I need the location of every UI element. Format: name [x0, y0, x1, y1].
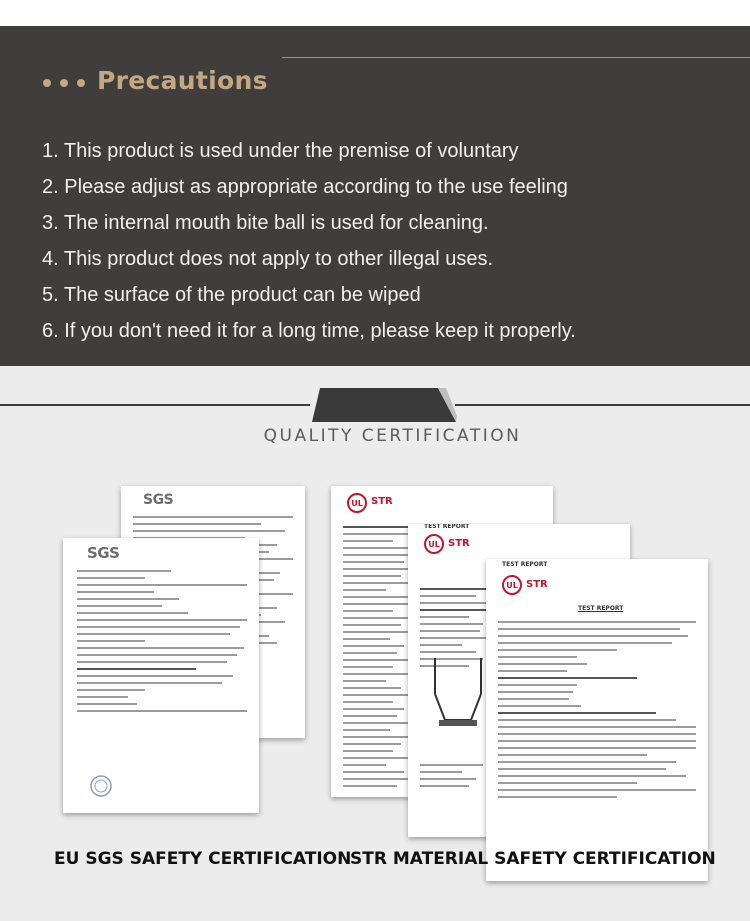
document-text-lines	[420, 764, 490, 792]
precautions-title: Precautions	[97, 66, 268, 95]
sgs-logo: SGS	[87, 544, 120, 562]
test-report-header: TEST REPORT	[424, 524, 470, 530]
document-text-lines	[77, 570, 247, 717]
sgs-seal-icon	[89, 774, 113, 798]
test-report-title: TEST REPORT	[578, 605, 624, 612]
precaution-item: 1. This product is used under the premise of voluntary	[42, 140, 519, 162]
ul-logo-icon: UL	[347, 493, 367, 513]
str-logo-text: STR	[448, 538, 470, 549]
quality-certification-title: QUALITY CERTIFICATION	[263, 426, 522, 446]
header-line-right	[455, 404, 750, 406]
str-logo-text: STR	[526, 579, 548, 590]
sgs-document-front	[63, 538, 259, 813]
str-document-3	[486, 559, 708, 881]
certification-section	[0, 366, 750, 921]
header-line-left	[0, 404, 310, 406]
dot	[43, 79, 51, 87]
precautions-list	[42, 133, 576, 349]
str-logo-text: STR	[371, 496, 393, 507]
precaution-item: 3. The internal mouth bite ball is used for cleaning.	[42, 212, 489, 234]
ul-logo-icon: UL	[424, 534, 444, 554]
ul-logo-icon: UL	[502, 575, 522, 595]
precaution-item: 5. The surface of the product can be wiped	[42, 284, 421, 306]
precaution-item: 4. This product does not apply to other illegal uses.	[42, 248, 494, 270]
dot	[60, 79, 68, 87]
decorative-dots-icon	[43, 79, 85, 87]
product-photo-icon	[423, 654, 493, 728]
dot	[77, 79, 85, 87]
sgs-certification-label: EU SGS SAFETY CERTIFICATION	[54, 849, 352, 869]
test-report-header: TEST REPORT	[502, 561, 548, 568]
title-divider	[282, 57, 750, 58]
sgs-logo: SGS	[143, 492, 174, 508]
precaution-item: 2. Please adjust as appropriate according to the use feeling	[42, 176, 568, 198]
precaution-item: 6. If you don't need it for a long time, please keep it properly.	[42, 320, 576, 342]
str-certification-label: STR MATERIAL SAFETY CERTIFICATION	[350, 849, 716, 869]
document-text-lines	[498, 621, 696, 803]
document-text-lines	[343, 526, 415, 792]
precautions-panel	[0, 26, 750, 366]
header-tab-shape	[312, 386, 457, 422]
